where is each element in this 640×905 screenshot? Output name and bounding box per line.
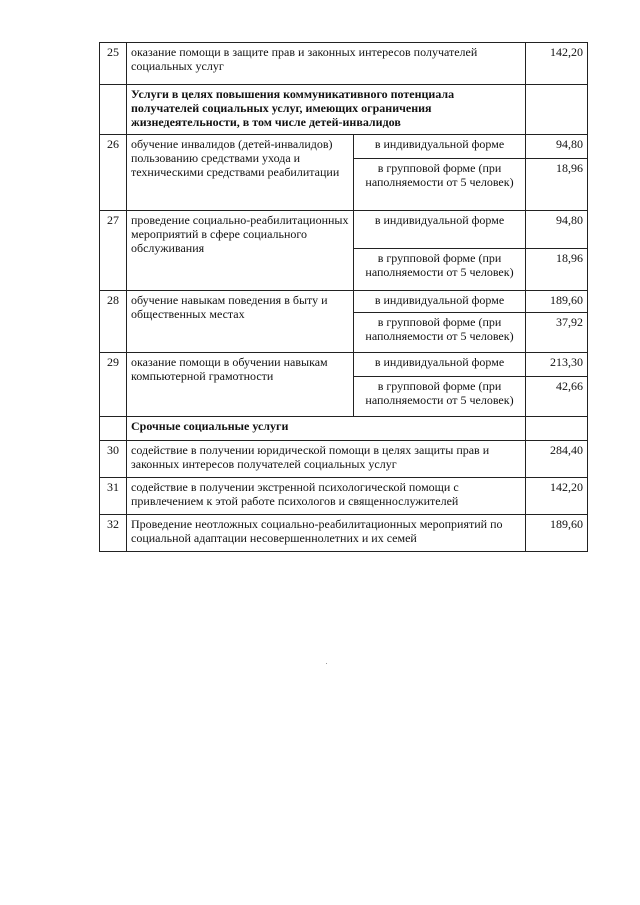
service-price: 284,40 bbox=[526, 441, 588, 478]
service-name: проведение социально-реабилитационных мероприятий в сфере социального обслуживания bbox=[127, 211, 354, 291]
table-row bbox=[100, 515, 588, 552]
service-name: обучение инвалидов (детей-инвалидов) пользованию средствами ухода и техническими средствами реабилитации bbox=[127, 135, 354, 211]
table-row bbox=[100, 291, 588, 313]
row-number: 28 bbox=[100, 291, 127, 353]
service-price: 37,92 bbox=[526, 313, 588, 353]
service-name: оказание помощи в защите прав и законных интересов получателей социальных услуг bbox=[127, 43, 526, 85]
scan-speck bbox=[326, 663, 327, 664]
service-price: 189,60 bbox=[526, 291, 588, 313]
table-row bbox=[100, 43, 588, 85]
service-name: содействие в получении юридической помощи в целях защиты прав и законных интересов получателей социальных услуг bbox=[127, 441, 526, 478]
service-name: обучение навыкам поведения в быту и общественных местах bbox=[127, 291, 354, 353]
service-price: 18,96 bbox=[526, 159, 588, 211]
row-number: 31 bbox=[100, 478, 127, 515]
row-number: 29 bbox=[100, 353, 127, 417]
service-form: в групповой форме (при наполняемости от 5 человек) bbox=[354, 377, 526, 417]
service-form: в индивидуальной форме bbox=[354, 135, 526, 159]
service-form: в групповой форме (при наполняемости от 5 человек) bbox=[354, 249, 526, 291]
table-row bbox=[100, 135, 588, 159]
section-title: Услуги в целях повышения коммуникативного потенциала получателей социальных услуг, имеющих ограничения жизнедеятельности, в том числе детей-инвалидов bbox=[127, 85, 526, 135]
service-form: в индивидуальной форме bbox=[354, 211, 526, 249]
service-price: 42,66 bbox=[526, 377, 588, 417]
service-form: в групповой форме (при наполняемости от 5 человек) bbox=[354, 159, 526, 211]
service-price: 142,20 bbox=[526, 478, 588, 515]
services-price-table bbox=[99, 42, 588, 552]
service-price: 18,96 bbox=[526, 249, 588, 291]
table-row bbox=[100, 211, 588, 249]
section-row bbox=[100, 417, 588, 441]
section-title: Срочные социальные услуги bbox=[127, 417, 526, 441]
service-price: 189,60 bbox=[526, 515, 588, 552]
service-price: 213,30 bbox=[526, 353, 588, 377]
row-number: 30 bbox=[100, 441, 127, 478]
service-form: в индивидуальной форме bbox=[354, 291, 526, 313]
row-number: 32 bbox=[100, 515, 127, 552]
section-row bbox=[100, 85, 588, 135]
row-number: 26 bbox=[100, 135, 127, 211]
service-name: содействие в получении экстренной психологической помощи с привлечением к этой работе психологов и священнослужителей bbox=[127, 478, 526, 515]
service-price: 94,80 bbox=[526, 211, 588, 249]
service-form: в групповой форме (при наполняемости от 5 человек) bbox=[354, 313, 526, 353]
service-price: 142,20 bbox=[526, 43, 588, 85]
service-name: оказание помощи в обучении навыкам компьютерной грамотности bbox=[127, 353, 354, 417]
table-row bbox=[100, 353, 588, 377]
service-form: в индивидуальной форме bbox=[354, 353, 526, 377]
service-name: Проведение неотложных социально-реабилитационных мероприятий по социальной адаптации несовершеннолетних и их семей bbox=[127, 515, 526, 552]
table-row bbox=[100, 478, 588, 515]
service-price: 94,80 bbox=[526, 135, 588, 159]
row-number: 25 bbox=[100, 43, 127, 85]
row-number: 27 bbox=[100, 211, 127, 291]
table-row bbox=[100, 441, 588, 478]
